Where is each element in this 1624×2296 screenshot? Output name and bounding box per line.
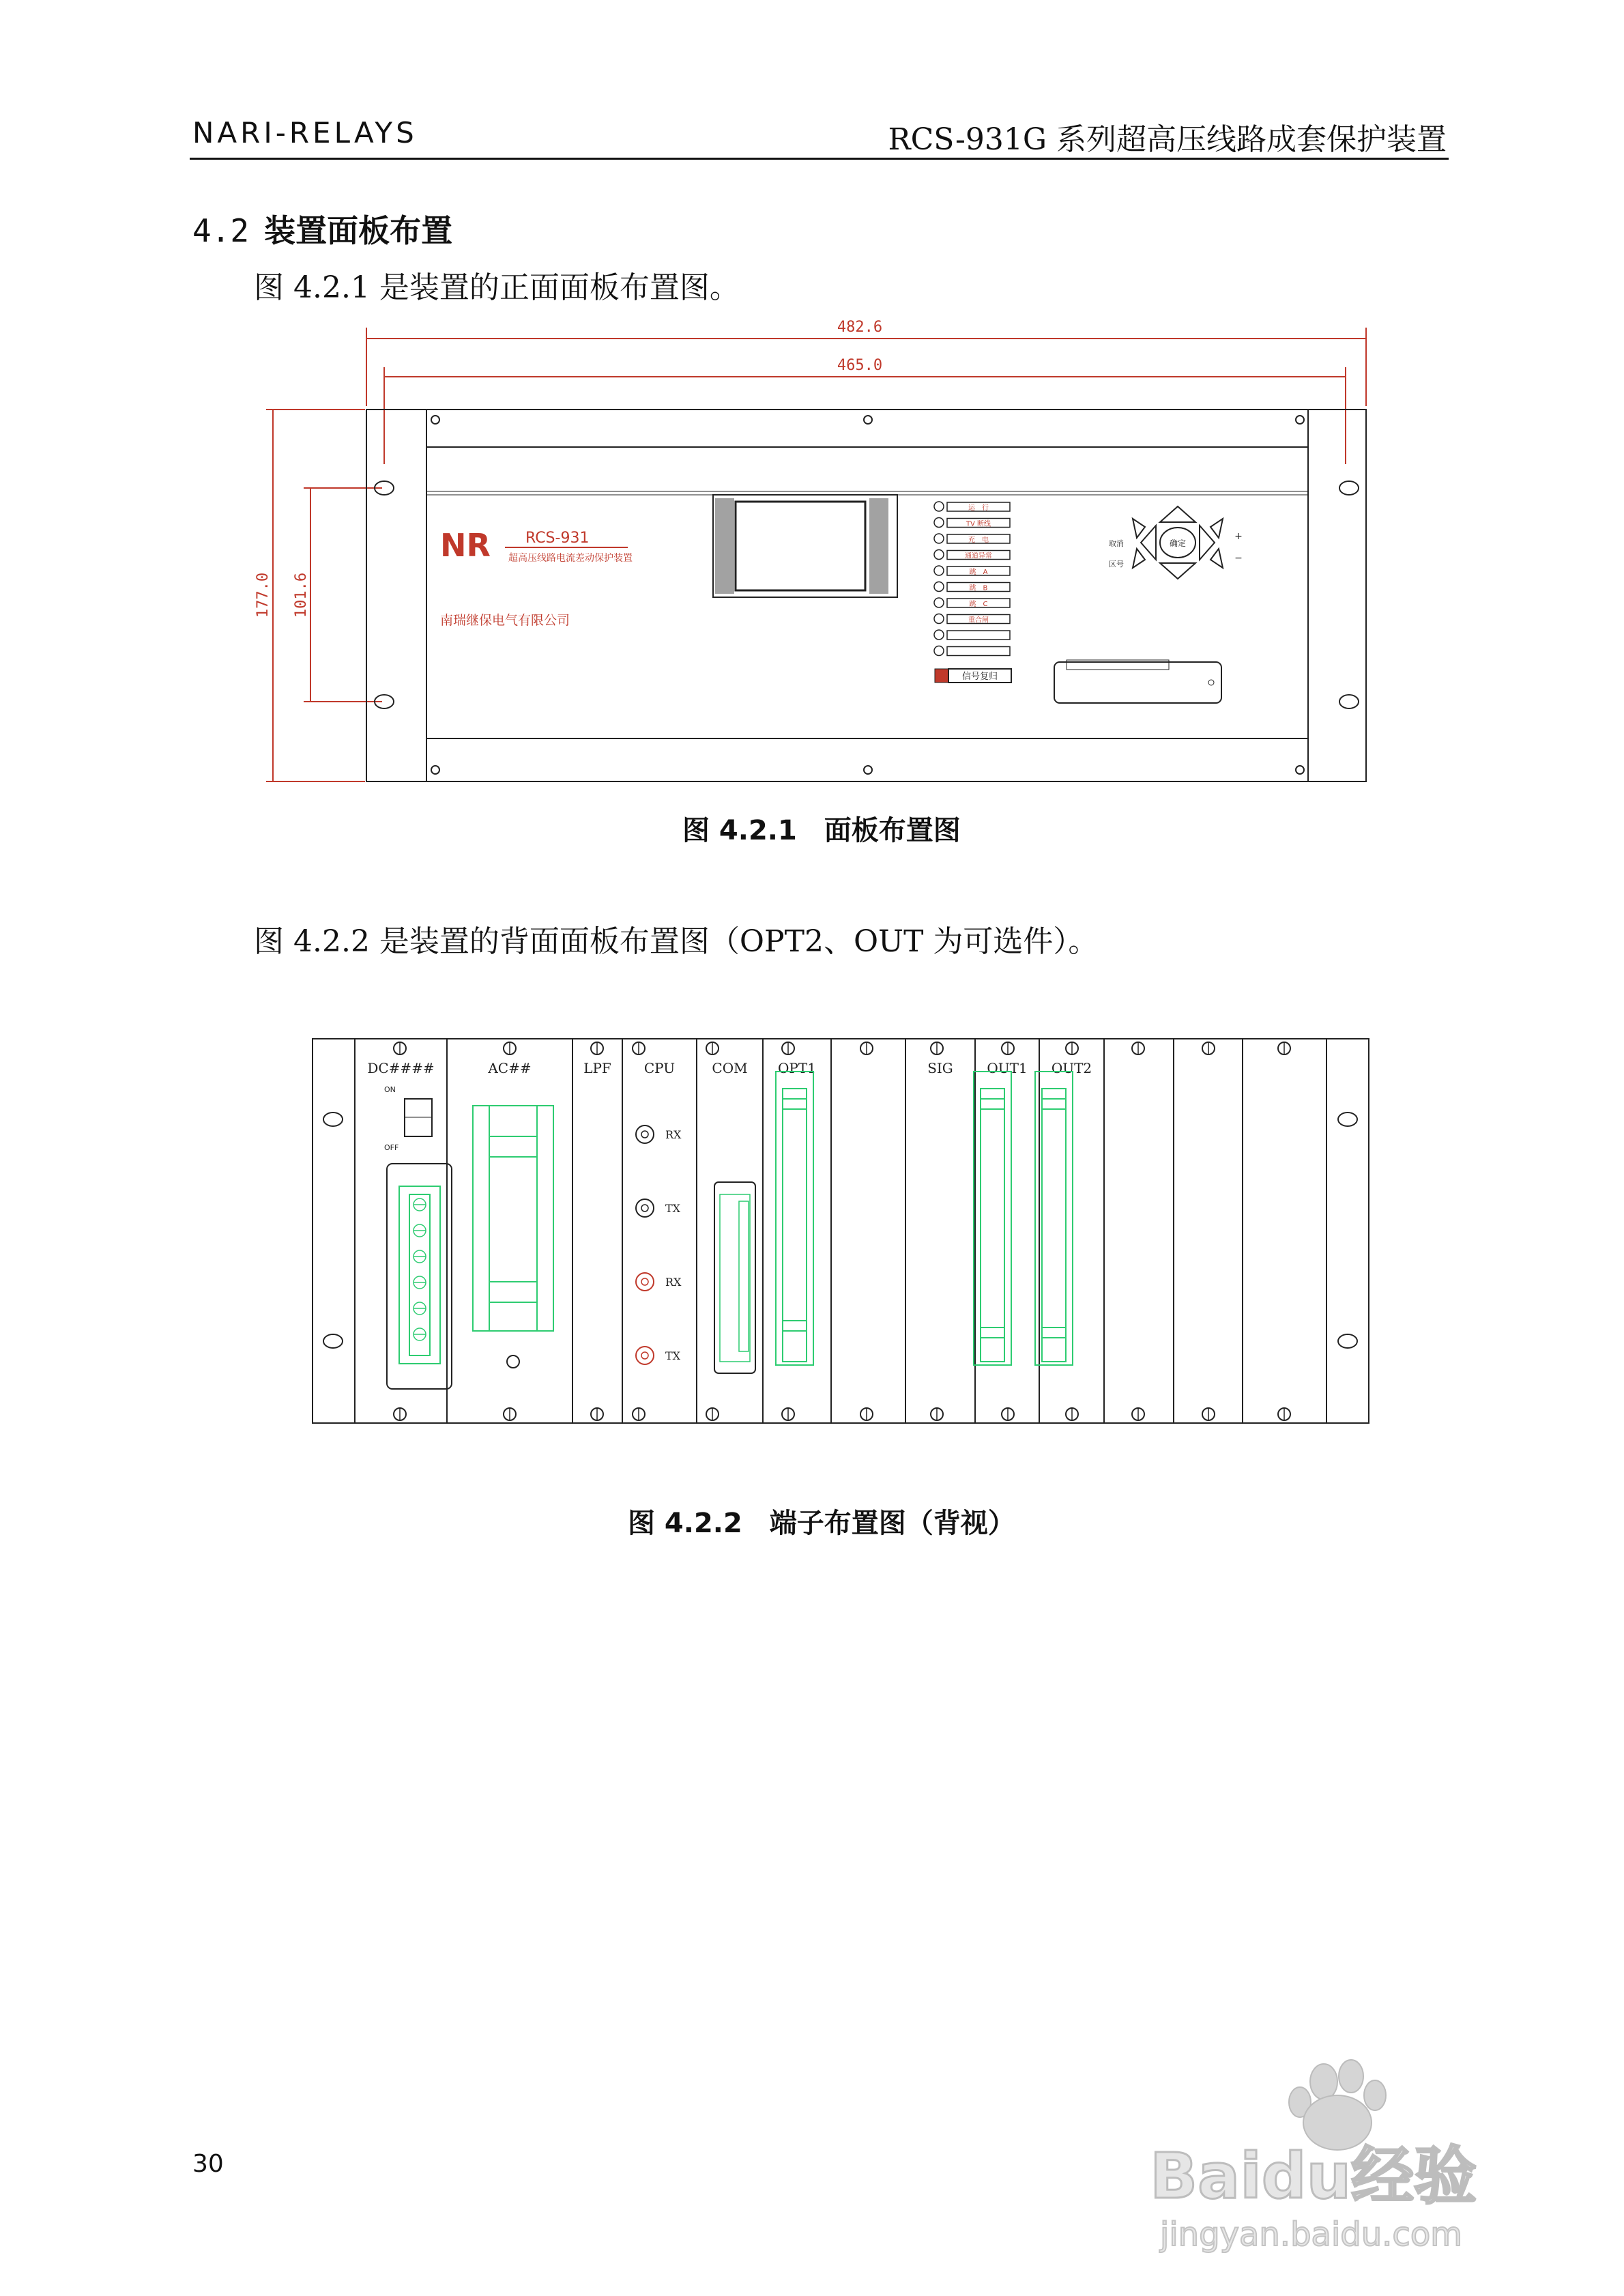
led-label: 充 电 — [968, 536, 989, 544]
front-panel-drawing — [246, 314, 1406, 792]
led-indicator — [934, 566, 944, 575]
paragraph-rear-panel: 图 4.2.2 是装置的背面面板布置图（OPT2、OUT 为可选件）。 — [254, 924, 1099, 959]
power-switch-on-label: ON — [384, 1085, 396, 1094]
keypad-plus-label: + — [1234, 531, 1243, 542]
led-indicator — [934, 550, 944, 560]
section-title-text: 装置面板布置 — [264, 212, 453, 249]
watermark-url: jingyan.baidu.com — [1160, 2215, 1462, 2254]
header-document-title: RCS-931G 系列超高压线路成套保护装置 — [888, 122, 1447, 157]
dimension-outer-width: 482.6 — [837, 319, 883, 336]
device-subtitle: 超高压线路电流差动保护装置 — [508, 553, 633, 564]
fiber-port-label: RX — [665, 1128, 682, 1141]
slot-label: OUT2 — [1051, 1060, 1092, 1076]
page-number: 30 — [192, 2150, 224, 2178]
device-model: RCS-931 — [525, 530, 590, 547]
led-indicator — [934, 534, 944, 543]
fiber-port-label: TX — [665, 1349, 681, 1362]
led-indicator — [934, 518, 944, 528]
keypad-zone-label: 区号 — [1109, 560, 1124, 569]
led-label: TV 断线 — [966, 520, 991, 528]
led-indicator — [934, 614, 944, 624]
slot-label: CPU — [643, 1060, 676, 1076]
slot-label: DC#### — [367, 1060, 435, 1076]
keypad-minus-label: − — [1234, 553, 1243, 564]
header-brand: NARI-RELAYS — [192, 116, 418, 149]
slot-label: OPT1 — [778, 1060, 816, 1076]
led-label: 运 行 — [968, 504, 989, 512]
led-label: 跳 B — [969, 584, 988, 592]
led-indicator — [934, 582, 944, 592]
led-label: 重合闸 — [968, 616, 989, 625]
dimension-hole-spacing: 101.6 — [293, 572, 310, 618]
power-switch-off-label: OFF — [384, 1143, 399, 1152]
reset-button-label: 信号复归 — [961, 672, 998, 682]
slot-label: OUT1 — [987, 1060, 1028, 1076]
slot-label: SIG — [927, 1060, 953, 1076]
fiber-port — [636, 1125, 654, 1143]
baidu-watermark — [1146, 2054, 1528, 2259]
dimension-inner-width: 465.0 — [837, 357, 883, 374]
slot-label: COM — [712, 1060, 748, 1076]
figure-caption-front: 图 4.2.1 面板布置图 — [682, 815, 961, 846]
fiber-port — [636, 1199, 654, 1217]
figure-caption-rear: 图 4.2.2 端子布置图（背视） — [628, 1508, 1015, 1539]
led-label: 跳 C — [969, 601, 988, 608]
led-indicator — [934, 646, 944, 656]
fiber-port-label: RX — [665, 1276, 682, 1289]
section-number: 4.2 — [192, 212, 250, 249]
paragraph-front-panel: 图 4.2.1 是装置的正面面板布置图。 — [254, 270, 740, 305]
nr-logo: NR — [440, 527, 491, 564]
fiber-port — [636, 1273, 654, 1291]
watermark-brand: Baidu经验 — [1150, 2140, 1477, 2213]
keypad-confirm-label: 确定 — [1169, 539, 1187, 548]
slot-label: AC## — [488, 1060, 532, 1076]
led-label: 跳 A — [969, 569, 988, 576]
dimension-height: 177.0 — [255, 572, 272, 618]
led-indicator — [934, 630, 944, 640]
slot-label: LPF — [583, 1060, 611, 1076]
rear-panel-drawing — [310, 1031, 1375, 1440]
company-name: 南瑞继保电气有限公司 — [440, 613, 570, 628]
header-divider — [190, 158, 1449, 160]
led-label: 通道异常 — [965, 552, 992, 560]
led-indicator — [934, 502, 944, 511]
led-indicator — [934, 598, 944, 607]
keypad-cancel-label: 取消 — [1109, 539, 1124, 548]
fiber-port — [636, 1347, 654, 1364]
section-title — [192, 206, 452, 251]
fiber-port-label: TX — [665, 1202, 681, 1215]
